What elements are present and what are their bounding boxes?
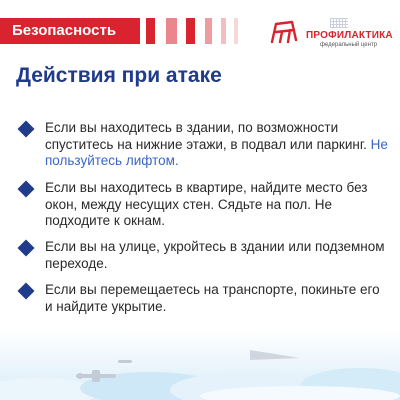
- sky-clouds-illustration: [0, 330, 400, 400]
- diamond-bullet-icon: [18, 240, 35, 257]
- list-item-text: [45, 120, 390, 170]
- decor-stripe: [186, 18, 195, 44]
- decor-stripe: [234, 18, 238, 44]
- decor-stripe: [166, 18, 177, 44]
- list-item-text: Если вы на улице, укройтесь в здании или подземном переходе.: [45, 239, 385, 271]
- page-title: Действия при атаке: [16, 64, 222, 87]
- diamond-bullet-icon: [18, 283, 35, 300]
- list-item-text: Если вы перемещаетесь на транспорте, покиньте его и найдите укрытие.: [45, 282, 380, 314]
- chair-logo-icon: [266, 12, 302, 48]
- diamond-bullet-icon: [18, 121, 35, 138]
- decor-stripe: [205, 18, 212, 44]
- list-item-highlight: Не пользуйтесь лифтом.: [45, 136, 388, 168]
- logo-subtitle: федеральный центр: [320, 42, 378, 48]
- diamond-bullet-icon: [18, 181, 35, 198]
- logo-dots: [330, 18, 348, 28]
- list-item-body: Если вы находитесь в здании, по возможности спуститесь на нижние этажи, в подвал или паркинг.: [45, 120, 367, 152]
- decor-stripe: [221, 18, 226, 44]
- decor-stripe: [146, 18, 155, 44]
- logo-name: ПРОФИЛАКТИКА: [306, 30, 393, 41]
- list-item-text: Если вы находитесь в квартире, найдите место без окон, между несущих стен. Сядьте на пол. Не подходите к окнам.: [45, 180, 368, 228]
- section-tag: Безопасность: [0, 18, 140, 44]
